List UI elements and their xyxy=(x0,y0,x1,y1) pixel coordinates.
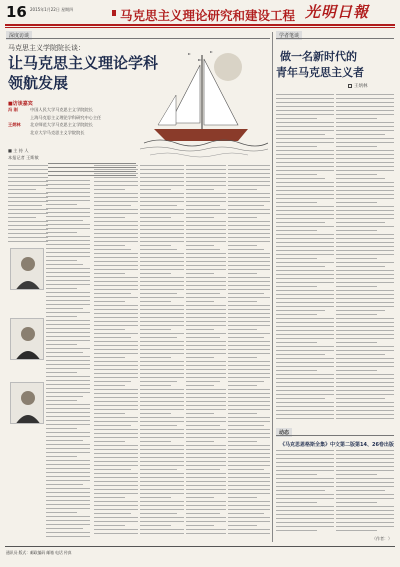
guest-item xyxy=(8,115,158,121)
footer-info: 通讯员·版式：邮政编码 邮箱 电话 传真 xyxy=(6,550,72,555)
essay-title-line1: 做一名新时代的 xyxy=(280,50,357,63)
guest-title: 北京大学马克思主义学院院长 xyxy=(30,129,85,135)
guest-portrait xyxy=(10,248,44,290)
section-rule-right xyxy=(276,38,394,39)
banner-marker xyxy=(112,10,116,16)
section-rule-left xyxy=(6,38,270,39)
guest-title: 上海马克思主义理论学科研究中心主任 xyxy=(30,114,102,120)
author-signature: （作者：） xyxy=(372,536,392,541)
guest-name xyxy=(8,130,30,136)
text-column xyxy=(94,165,138,540)
issue-date: 2015年1月22日 星期四 xyxy=(30,7,74,12)
guest-title: 北京师范大学马克思主义学院院长 xyxy=(30,122,93,127)
text-column xyxy=(186,165,226,540)
footer-rule xyxy=(5,546,395,547)
news-title: 《马克思恩格斯全集》中文第二版第14、26卷出版 xyxy=(280,442,394,448)
text-column xyxy=(8,165,48,245)
header-rule-thin xyxy=(5,27,395,28)
guest-title: 中国人民大学马克思主义学院院长 xyxy=(30,107,93,112)
host-label: ■ 主 持 人 xyxy=(8,148,29,153)
guest-list xyxy=(8,107,158,137)
guest-item xyxy=(8,122,158,128)
text-column xyxy=(276,450,334,534)
text-column xyxy=(276,94,334,424)
essay-byline: 王炳林 xyxy=(354,84,368,89)
page-number: 16 xyxy=(6,3,27,21)
article-subtitle: 马克思主义学院院长谈： xyxy=(8,44,85,52)
page-banner-title: 马克思主义理论研究和建设工程 xyxy=(120,8,296,23)
header-rule xyxy=(5,24,395,26)
guest-portrait xyxy=(10,382,44,424)
guests-label: ■访谈嘉宾 xyxy=(8,101,33,107)
guest-item xyxy=(8,107,158,113)
text-column xyxy=(140,165,184,540)
article-headline-line2: 领航发展 xyxy=(8,74,69,92)
section-tag-interview: 深度访谈 xyxy=(6,31,32,40)
text-column xyxy=(336,450,394,534)
sailing-ship-illustration xyxy=(140,45,268,163)
guest-name: 冯 刚 xyxy=(8,107,18,112)
section-tag-essay: 学者笔谈 xyxy=(276,31,302,40)
text-column xyxy=(228,165,270,540)
reporter-name: 本报记者 王斯敏 xyxy=(8,155,39,160)
text-column xyxy=(336,94,394,424)
guest-name: 王炳林 xyxy=(8,122,21,127)
section-tag-news: 动态 xyxy=(276,428,292,437)
guest-item xyxy=(8,130,158,136)
newspaper-masthead: 光明日報 xyxy=(305,3,370,21)
section-rule-news xyxy=(276,435,394,436)
article-headline-line1: 让马克思主义理论学科 xyxy=(8,54,159,72)
column-divider xyxy=(272,32,273,542)
guest-portrait xyxy=(10,318,44,360)
byline-marker xyxy=(348,84,352,88)
essay-title-line2: 青年马克思主义者 xyxy=(276,66,364,79)
guest-name xyxy=(8,115,30,121)
text-column xyxy=(46,180,90,540)
